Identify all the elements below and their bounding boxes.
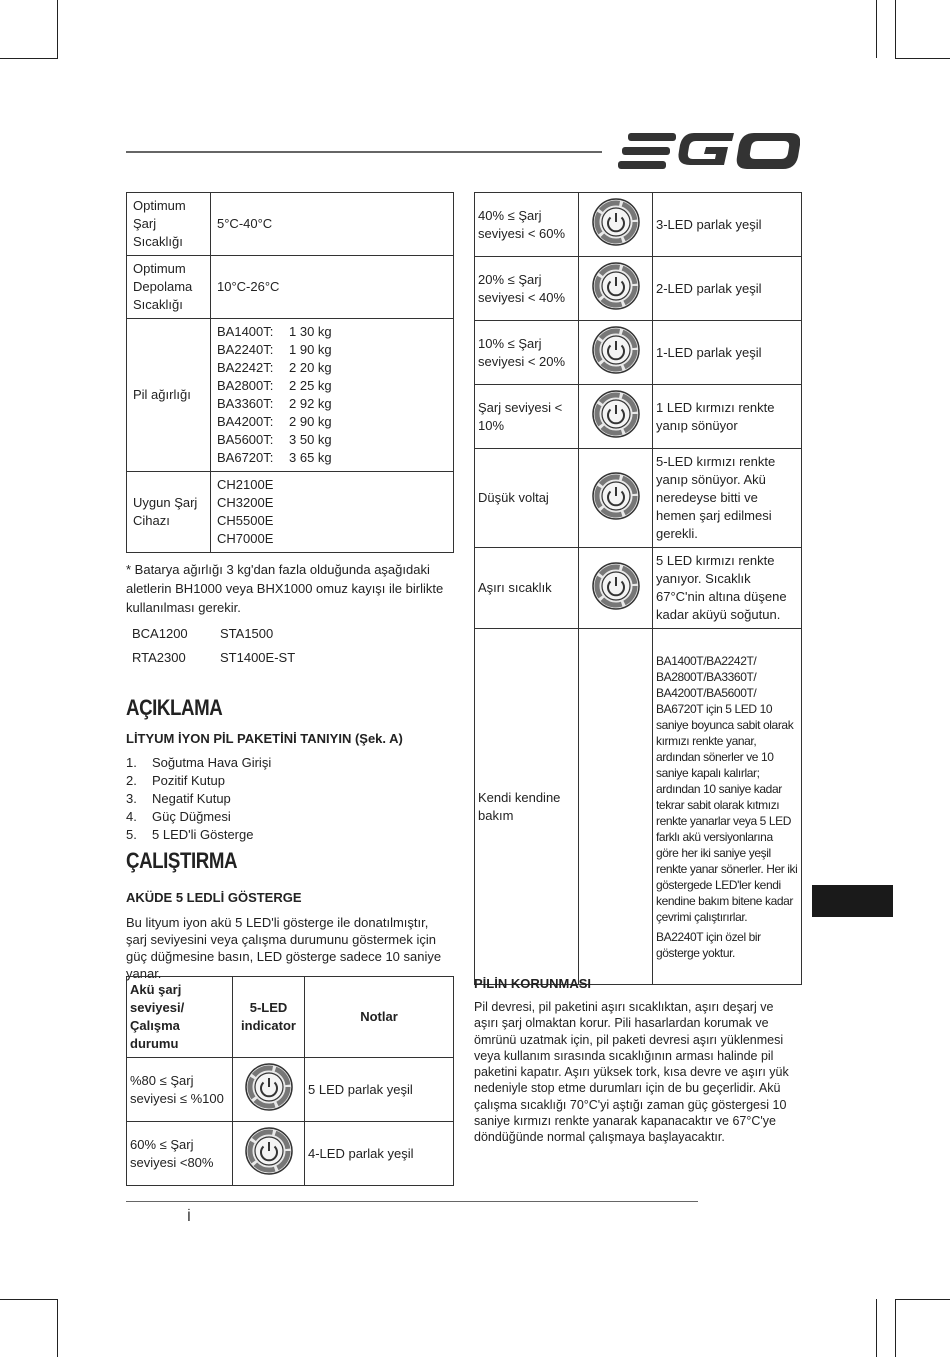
table-row [475, 321, 802, 385]
led-indicator [579, 548, 653, 629]
state-cell: Kendi kendine bakım [475, 629, 579, 985]
weight-item: BA2800T: 2 25 kg [217, 378, 332, 393]
note-text: BA1400T/BA2242T/ BA2800T/BA3360T/ BA4200T/BA5600T/ BA6720T için 5 LED 10 saniye boyunca sabit olarak kırmızı renkte yanar, ardından sönerler ve 10 saniye kapalı kalırlar; ardından 10 saniye kadar tekrar sabit olarak kıtmızı renkte yanarlar veya 5 LED farklı akü versiyonlarına göre her iki saniye yeşil renkte yanar sönerler. Her iki göstergede LED'ler kendi kendine bakım bitene kadar çevrimi çalıştırırlar. [656, 653, 798, 924]
parts-list [126, 754, 271, 844]
led-indicator [233, 1122, 305, 1186]
section-subtitle: AKÜDE 5 LEDLİ GÖSTERGE [126, 890, 302, 905]
crop-mark [57, 1299, 58, 1357]
power-button-icon [244, 1062, 294, 1112]
crop-mark [895, 0, 896, 58]
tools-list [132, 626, 432, 674]
note-cell: 3-LED parlak yeşil [653, 193, 802, 257]
brand-logo [618, 131, 800, 171]
table-row [127, 319, 454, 472]
note-cell: 2-LED parlak yeşil [653, 257, 802, 321]
crop-mark [876, 1299, 877, 1357]
charger-item: CH3200E [217, 495, 274, 510]
weights-list [211, 319, 454, 472]
led-indicator [579, 449, 653, 548]
crop-mark [876, 0, 877, 58]
spec-value: 5°C-40°C [211, 193, 454, 256]
led-table [126, 976, 454, 1186]
crop-mark [895, 1299, 896, 1357]
led-indicator [579, 257, 653, 321]
power-button-icon [244, 1126, 294, 1176]
list-item: 5. 5 LED'li Gösterge [126, 827, 254, 842]
power-button-icon [591, 471, 641, 521]
table-row [475, 193, 802, 257]
table-row [475, 449, 802, 548]
note-cell: 5-LED kırmızı renkte yanıp sönüyor. Akü neredeyse bitti ve hemen şarj edilmesi gerekli. [653, 449, 802, 548]
led-indicator [579, 193, 653, 257]
list-item: 1. Soğutma Hava Girişi [126, 755, 272, 770]
list-item: 4. Güç Düğmesi [126, 809, 231, 824]
charger-item: CH2100E [217, 477, 274, 492]
note-cell: 5 LED parlak yeşil [305, 1058, 454, 1122]
weight-item: BA6720T: 3 65 kg [217, 450, 332, 465]
charger-item: CH7000E [217, 531, 274, 546]
note-cell: 4-LED parlak yeşil [305, 1122, 454, 1186]
power-button-icon [591, 561, 641, 611]
spec-value: 10°C-26°C [211, 256, 454, 319]
led-table-continued [474, 192, 802, 985]
note-cell: 1 LED kırmızı renkte yanıp sönüyor [653, 385, 802, 449]
tool-item: BCA1200 [132, 626, 188, 641]
protection-paragraph: Pil devresi, pil paketini aşırı sıcaklıktan, aşırı deşarj ve aşırı şarj olmaktan korur. Pili hasarlardan korumak ve ömrünü uzatmak için, pil paketi devresi aşırı yüklenmesi veya kullanım sırasında sıcaklığının arması halinde pil paketini kapatır. Aşırı yüksek tork, kısa devre ve aşırı yük nedeniyle stop etme durumları için de bu geçerlidir. Akü çalışma sıcaklığı 70°C'yi aştığı zaman güç göstergesi 10 saniye kırmızı renkte yanarak kapanacaktır ve 67°C'ye döndüğünde normal çalışmaya başlayacaktır. [474, 1000, 789, 1145]
spec-label: Uygun Şarj Cihazı [127, 472, 211, 553]
crop-mark [0, 58, 58, 59]
state-cell: 60% ≤ Şarj seviyesi <80% [127, 1122, 233, 1186]
header-notes: Notlar [305, 977, 454, 1058]
section-title-pil: PİLİN KORUNMASI [474, 976, 591, 991]
spec-label: Optimum Depolama Sıcaklığı [127, 256, 211, 319]
weight-item: BA2242T: 2 20 kg [217, 360, 332, 375]
table-row [475, 385, 802, 449]
table-row [127, 193, 454, 256]
section-title-calistirma: ÇALIŞTIRMA [126, 848, 238, 873]
charger-item: CH5500E [217, 513, 274, 528]
section-tab [812, 885, 893, 917]
table-header-row [127, 977, 454, 1058]
note-cell: 1-LED parlak yeşil [653, 321, 802, 385]
tool-item: RTA2300 [132, 650, 186, 665]
weight-item: BA1400T: 1 30 kg [217, 324, 332, 339]
power-button-icon [591, 389, 641, 439]
led-indicator [579, 385, 653, 449]
power-button-icon [591, 261, 641, 311]
crop-mark [0, 1299, 58, 1300]
list-item: 3. Negatif Kutup [126, 791, 231, 806]
spec-label: Optimum Şarj Sıcaklığı [127, 193, 211, 256]
led-indicator [233, 1058, 305, 1122]
state-cell: 20% ≤ Şarj seviyesi < 40% [475, 257, 579, 321]
crop-mark [57, 0, 58, 58]
tool-item: STA1500 [220, 626, 274, 641]
state-cell: %80 ≤ Şarj seviyesi ≤ %100 [127, 1058, 233, 1122]
table-row [127, 1122, 454, 1186]
table-row [475, 257, 802, 321]
table-row [127, 472, 454, 553]
state-cell: Aşırı sıcaklık [475, 548, 579, 629]
note-cell: 5 LED kırmızı renkte yanıyor. Sıcaklık 67°C'nin altına düşene kadar aküyü soğutun. [653, 548, 802, 629]
header-indicator: 5-LED indicator [233, 977, 305, 1058]
led-indicator-empty [579, 629, 653, 985]
crop-mark [895, 1299, 950, 1300]
state-cell: 10% ≤ Şarj seviyesi < 20% [475, 321, 579, 385]
led-paragraph: Bu lityum iyon akü 5 LED'li gösterge ile donatılmıştır, şarj seviyesini veya çalışma durumunu göstermek için güç düğmesine basın, LED gösterge sadece 10 saniye yanar. [126, 915, 442, 981]
chargers-list [211, 472, 454, 553]
weight-item: BA2240T: 1 90 kg [217, 342, 332, 357]
list-item: 2. Pozitif Kutup [126, 773, 225, 788]
note-text: BA2240T için özel bir gösterge yoktur. [656, 929, 761, 960]
crop-mark [895, 58, 950, 59]
table-row [475, 548, 802, 629]
tool-item: ST1400E-ST [220, 650, 296, 665]
weight-note: * Batarya ağırlığı 3 kg'dan fazla olduğunda aşağıdaki aletlerin BH1000 veya BHX1000 omuz kayışı ile birlikte kullanılması gerekir. [126, 562, 444, 615]
table-row [127, 256, 454, 319]
state-cell: Düşük voltaj [475, 449, 579, 548]
table-row [475, 629, 802, 985]
table-row [127, 1058, 454, 1122]
state-cell: Şarj seviyesi < 10% [475, 385, 579, 449]
power-button-icon [591, 197, 641, 247]
power-button-icon [591, 325, 641, 375]
spec-label: Pil ağırlığı [127, 319, 211, 472]
footer-rule [126, 1201, 698, 1202]
weight-item: BA3360T: 2 92 kg [217, 396, 332, 411]
note-cell [653, 629, 802, 985]
page-marker: İ [187, 1208, 191, 1224]
spec-table [126, 192, 454, 553]
led-indicator [579, 321, 653, 385]
state-cell: 40% ≤ Şarj seviyesi < 60% [475, 193, 579, 257]
weight-item: BA4200T: 2 90 kg [217, 414, 332, 429]
header-state: Akü şarj seviyesi/ Çalışma durumu [127, 977, 233, 1058]
section-subtitle: LİTYUM İYON PİL PAKETİNİ TANIYIN (Şek. A) [126, 731, 403, 746]
header-rule [126, 151, 602, 153]
section-title-aciklama: AÇIKLAMA [126, 695, 223, 720]
weight-item: BA5600T: 3 50 kg [217, 432, 332, 447]
